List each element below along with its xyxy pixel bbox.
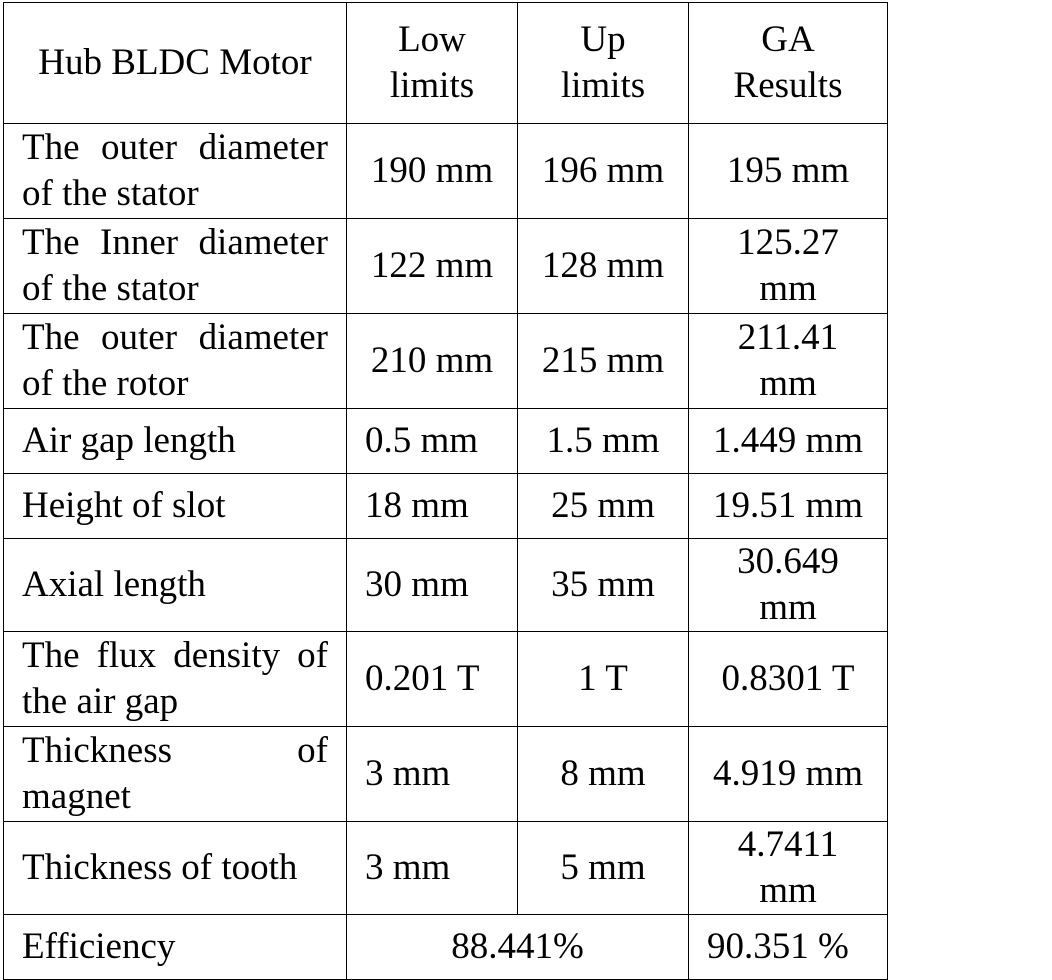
param-cell: The Inner diameter of the stator [4,219,347,314]
param-cell: The flux density of the air gap [4,632,347,727]
up-limit-cell: 8 mm [518,727,689,822]
table-row [4,632,888,727]
header-low-limits: Low limits [347,3,518,124]
table-row [4,822,888,915]
ga-results-table [3,2,888,980]
ga-result-cell: 4.7411 mm [689,822,888,915]
param-cell: Height of slot [4,474,347,539]
param-cell: Thickness of magnet [4,727,347,822]
low-limit-cell: 3 mm [347,822,518,915]
table-row [4,314,888,409]
up-limit-cell: 5 mm [518,822,689,915]
low-limit-cell: 0.201 T [347,632,518,727]
low-limit-cell: 122 mm [347,219,518,314]
up-limit-cell: 196 mm [518,124,689,219]
param-cell: Air gap length [4,409,347,474]
ga-result-cell: 195 mm [689,124,888,219]
ga-result-cell: 211.41 mm [689,314,888,409]
low-limit-cell: 190 mm [347,124,518,219]
up-limit-cell: 1 T [518,632,689,727]
efficiency-label: Efficiency [4,915,347,980]
table-row [4,727,888,822]
efficiency-ga-cell: 90.351 % [689,915,888,980]
ga-result-cell: 1.449 mm [689,409,888,474]
efficiency-limits-cell: 88.441% [347,915,689,980]
up-limit-cell: 128 mm [518,219,689,314]
ga-result-cell: 19.51 mm [689,474,888,539]
param-cell: The outer diameter of the rotor [4,314,347,409]
up-limit-cell: 35 mm [518,539,689,632]
ga-result-cell: 125.27 mm [689,219,888,314]
header-row [4,3,888,124]
ga-result-cell: 30.649 mm [689,539,888,632]
table-row [4,219,888,314]
efficiency-row [4,915,888,980]
low-limit-cell: 210 mm [347,314,518,409]
table-row [4,409,888,474]
low-limit-cell: 3 mm [347,727,518,822]
up-limit-cell: 1.5 mm [518,409,689,474]
up-limit-cell: 215 mm [518,314,689,409]
header-up-limits: Up limits [518,3,689,124]
ga-result-cell: 0.8301 T [689,632,888,727]
up-limit-cell: 25 mm [518,474,689,539]
table-row [4,539,888,632]
low-limit-cell: 30 mm [347,539,518,632]
param-cell: The outer diameter of the stator [4,124,347,219]
table-row [4,474,888,539]
low-limit-cell: 18 mm [347,474,518,539]
low-limit-cell: 0.5 mm [347,409,518,474]
ga-result-cell: 4.919 mm [689,727,888,822]
header-hub-bldc-motor: Hub BLDC Motor [4,3,347,124]
table-row [4,124,888,219]
header-ga-results: GA Results [689,3,888,124]
param-cell: Thickness of tooth [4,822,347,915]
param-cell: Axial length [4,539,347,632]
